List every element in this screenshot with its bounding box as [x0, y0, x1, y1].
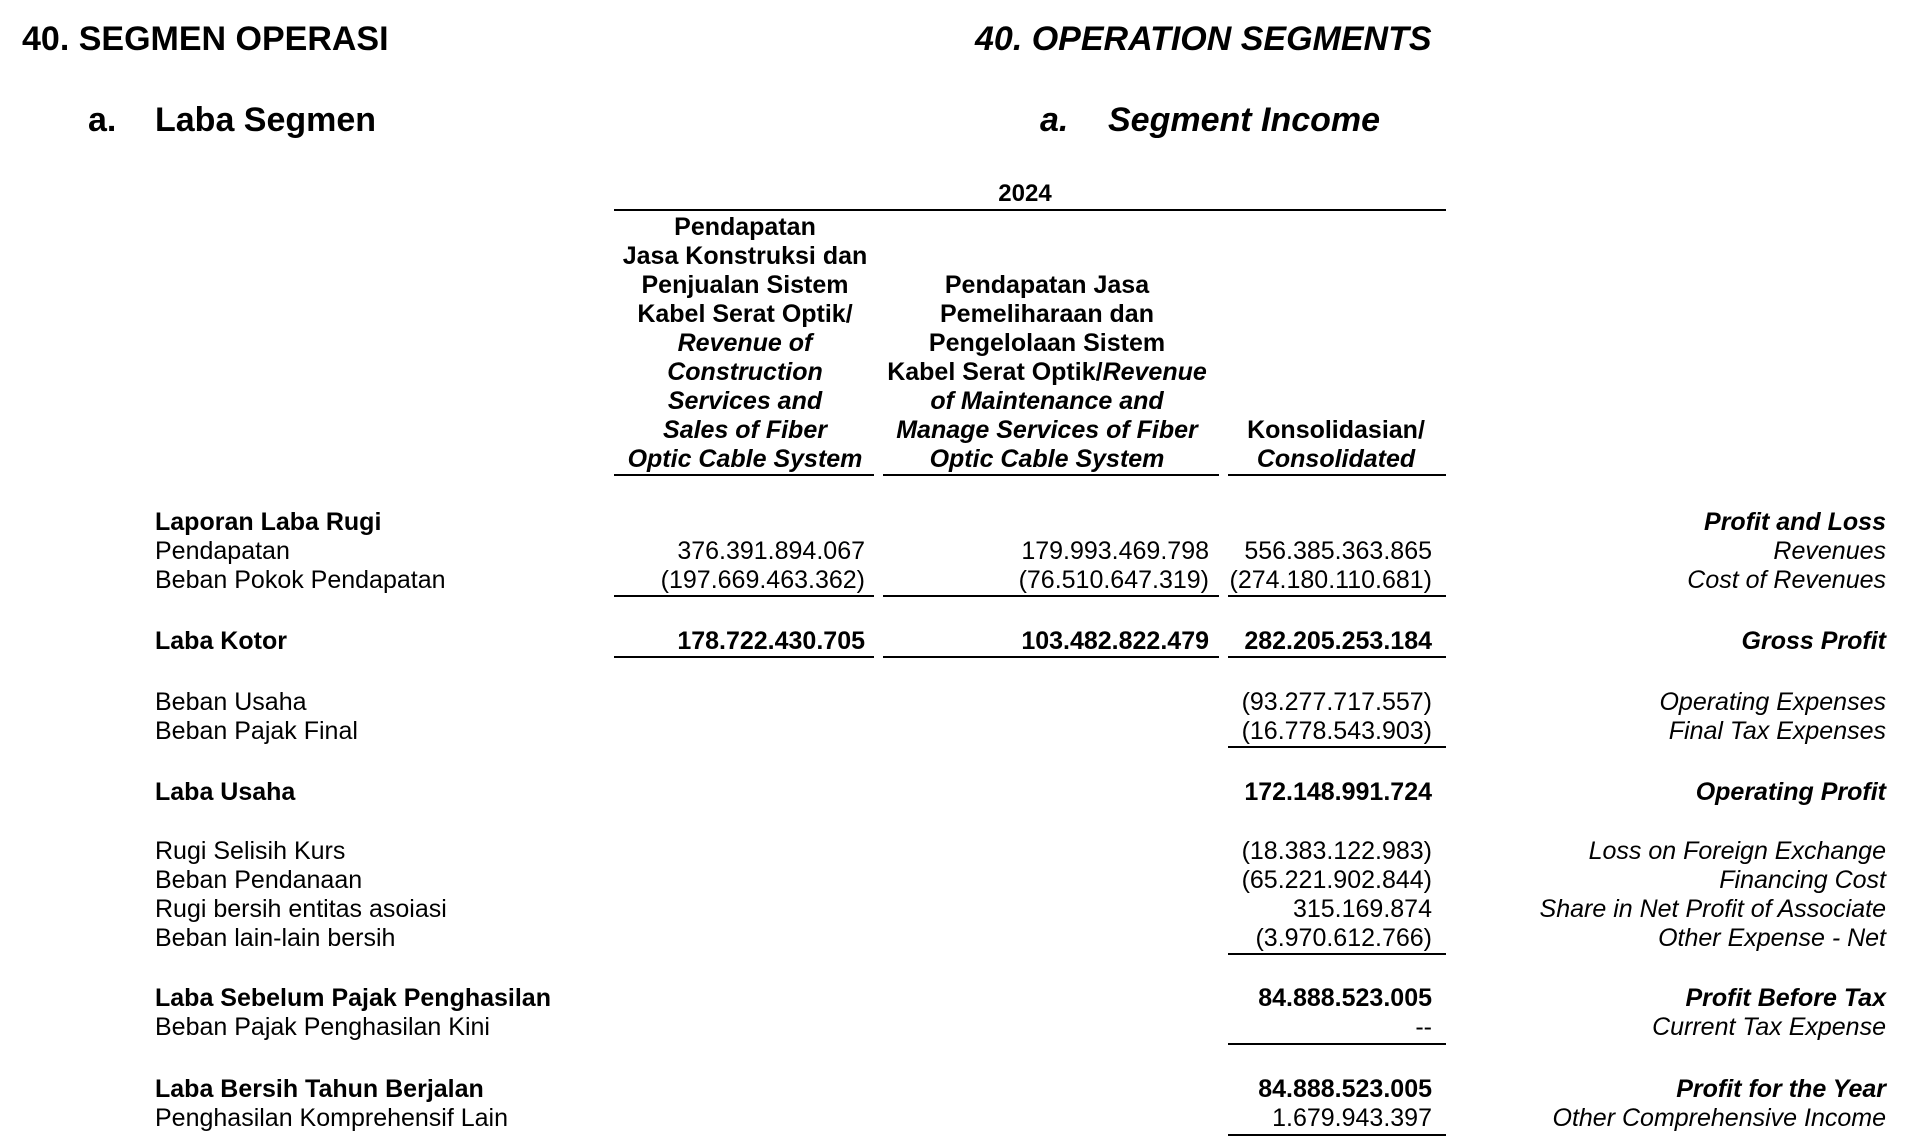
row-label-en: Gross Profit — [1741, 627, 1886, 655]
table-row — [0, 1075, 1920, 1104]
year-header: 2024 — [998, 180, 1052, 207]
subsection-letter-en: a. — [1040, 101, 1069, 139]
value-consolidated: (16.778.543.903) — [1241, 717, 1432, 745]
col2-line-en: of Maintenance and — [930, 387, 1164, 415]
row-label: Beban Usaha — [155, 688, 307, 716]
subtotal-line — [883, 656, 1219, 658]
subtotal-line — [883, 595, 1219, 597]
row-label-en: Operating Expenses — [1659, 688, 1886, 716]
row-label-en: Revenues — [1773, 537, 1886, 565]
value-maintenance: 179.993.469.798 — [1021, 537, 1209, 565]
row-label-en: Cost of Revenues — [1687, 566, 1886, 594]
table-row — [0, 627, 1920, 656]
col2-line-en: Optic Cable System — [929, 445, 1165, 473]
row-label-en: Final Tax Expenses — [1668, 717, 1886, 745]
col2-mixed-en: Revenue — [1102, 358, 1207, 386]
row-label-en: Share in Net Profit of Associate — [1539, 895, 1886, 923]
subsection-letter: a. — [88, 101, 117, 139]
value-maintenance: (76.510.647.319) — [1018, 566, 1209, 594]
value-consolidated: 172.148.991.724 — [1244, 778, 1432, 806]
table-row — [0, 866, 1920, 895]
row-label-en: Current Tax Expense — [1652, 1013, 1886, 1041]
value-consolidated: 556.385.363.865 — [1244, 537, 1432, 565]
row-label: Rugi bersih entitas asoiasi — [155, 895, 447, 923]
row-label-en: Profit and Loss — [1704, 508, 1886, 536]
value-consolidated: (18.383.122.983) — [1241, 837, 1432, 865]
col1-line-en: Construction — [667, 358, 823, 386]
value-consolidated: (3.970.612.766) — [1255, 924, 1432, 952]
section-title: 40. SEGMEN OPERASI — [22, 20, 389, 58]
row-label: Laba Usaha — [155, 778, 296, 806]
col1-line-en: Optic Cable System — [627, 445, 863, 473]
row-label-en: Other Comprehensive Income — [1552, 1104, 1886, 1132]
col3-line: Konsolidasian/ — [1247, 416, 1425, 444]
table-row — [0, 895, 1920, 924]
value-construction: 178.722.430.705 — [677, 627, 865, 655]
row-label: Laba Sebelum Pajak Penghasilan — [155, 984, 551, 1012]
table-row — [0, 778, 1920, 807]
table-row — [0, 537, 1920, 566]
section-title-en: 40. OPERATION SEGMENTS — [975, 20, 1432, 58]
table-row — [0, 924, 1920, 953]
col2-line: Pemeliharaan dan — [940, 300, 1154, 328]
subtotal-line — [614, 656, 874, 658]
row-label: Beban Pokok Pendapatan — [155, 566, 446, 594]
col2-line: Pengelolaan Sistem — [928, 329, 1166, 357]
col3-line-en: Consolidated — [1256, 445, 1416, 473]
value-maintenance: 103.482.822.479 — [1021, 627, 1209, 655]
value-consolidated: 84.888.523.005 — [1258, 1075, 1432, 1103]
table-row — [0, 837, 1920, 866]
table-row — [0, 1013, 1920, 1042]
subtotal-line — [614, 595, 874, 597]
col2-line-mixed — [880, 358, 1214, 387]
col1-line: Jasa Konstruksi dan — [622, 242, 868, 270]
subtotal-line — [1228, 595, 1446, 597]
col1-line-en: Sales of Fiber — [663, 416, 827, 444]
table-row — [0, 508, 1920, 537]
col2-line-en: Manage Services of Fiber — [896, 416, 1198, 444]
value-consolidated: 1.679.943.397 — [1272, 1104, 1432, 1132]
column-header-consolidated — [1226, 416, 1446, 474]
col1-line: Penjualan Sistem — [641, 271, 849, 299]
table-row — [0, 688, 1920, 717]
col2-header-underline — [883, 474, 1219, 476]
row-label: Beban Pendanaan — [155, 866, 363, 894]
col3-header-underline — [1228, 474, 1446, 476]
row-label-en: Financing Cost — [1719, 866, 1886, 894]
col1-line-en: Revenue of — [677, 329, 813, 357]
year-underline — [614, 209, 1446, 211]
subtotal-line — [1228, 746, 1446, 748]
row-label-en: Profit for the Year — [1676, 1075, 1886, 1103]
row-label: Beban Pajak Final — [155, 717, 358, 745]
col2-line: Pendapatan Jasa — [944, 271, 1150, 299]
value-construction: 376.391.894.067 — [677, 537, 865, 565]
col2-mixed-id: Kabel Serat Optik/ — [887, 358, 1103, 386]
subtotal-line — [1228, 656, 1446, 658]
table-row — [0, 566, 1920, 595]
col1-line: Pendapatan — [674, 213, 816, 241]
row-label: Rugi Selisih Kurs — [155, 837, 346, 865]
col1-line: Kabel Serat Optik/ — [637, 300, 853, 328]
col1-header-underline — [614, 474, 874, 476]
value-consolidated: (274.180.110.681) — [1229, 566, 1432, 594]
column-header-maintenance — [880, 271, 1214, 474]
row-label-en: Loss on Foreign Exchange — [1588, 837, 1886, 865]
row-label-en: Operating Profit — [1695, 778, 1886, 806]
value-consolidated: 315.169.874 — [1292, 895, 1432, 923]
table-row — [0, 1104, 1920, 1133]
table-row — [0, 984, 1920, 1013]
table-row — [0, 717, 1920, 746]
row-label: Penghasilan Komprehensif Lain — [155, 1104, 509, 1132]
col1-line-en: Services and — [667, 387, 823, 415]
subtotal-line — [1228, 1043, 1446, 1045]
value-consolidated: -- — [1415, 1013, 1432, 1041]
value-consolidated: 84.888.523.005 — [1258, 984, 1432, 1012]
subtotal-line — [1228, 953, 1446, 955]
value-construction: (197.669.463.362) — [660, 566, 865, 594]
row-label: Laba Bersih Tahun Berjalan — [155, 1075, 484, 1103]
value-consolidated: 282.205.253.184 — [1244, 627, 1432, 655]
row-label: Beban Pajak Penghasilan Kini — [155, 1013, 490, 1041]
row-label: Laporan Laba Rugi — [155, 508, 382, 536]
value-consolidated: (93.277.717.557) — [1241, 688, 1432, 716]
row-label: Laba Kotor — [155, 627, 287, 655]
row-label-en: Other Expense - Net — [1658, 924, 1886, 952]
row-label-en: Profit Before Tax — [1685, 984, 1886, 1012]
row-label: Pendapatan — [155, 537, 290, 565]
subsection-title: Laba Segmen — [155, 101, 377, 139]
value-consolidated: (65.221.902.844) — [1241, 866, 1432, 894]
total-line — [1228, 1134, 1446, 1136]
row-label: Beban lain-lain bersih — [155, 924, 396, 952]
column-header-construction — [614, 213, 876, 474]
subsection-title-en: Segment Income — [1108, 101, 1381, 139]
